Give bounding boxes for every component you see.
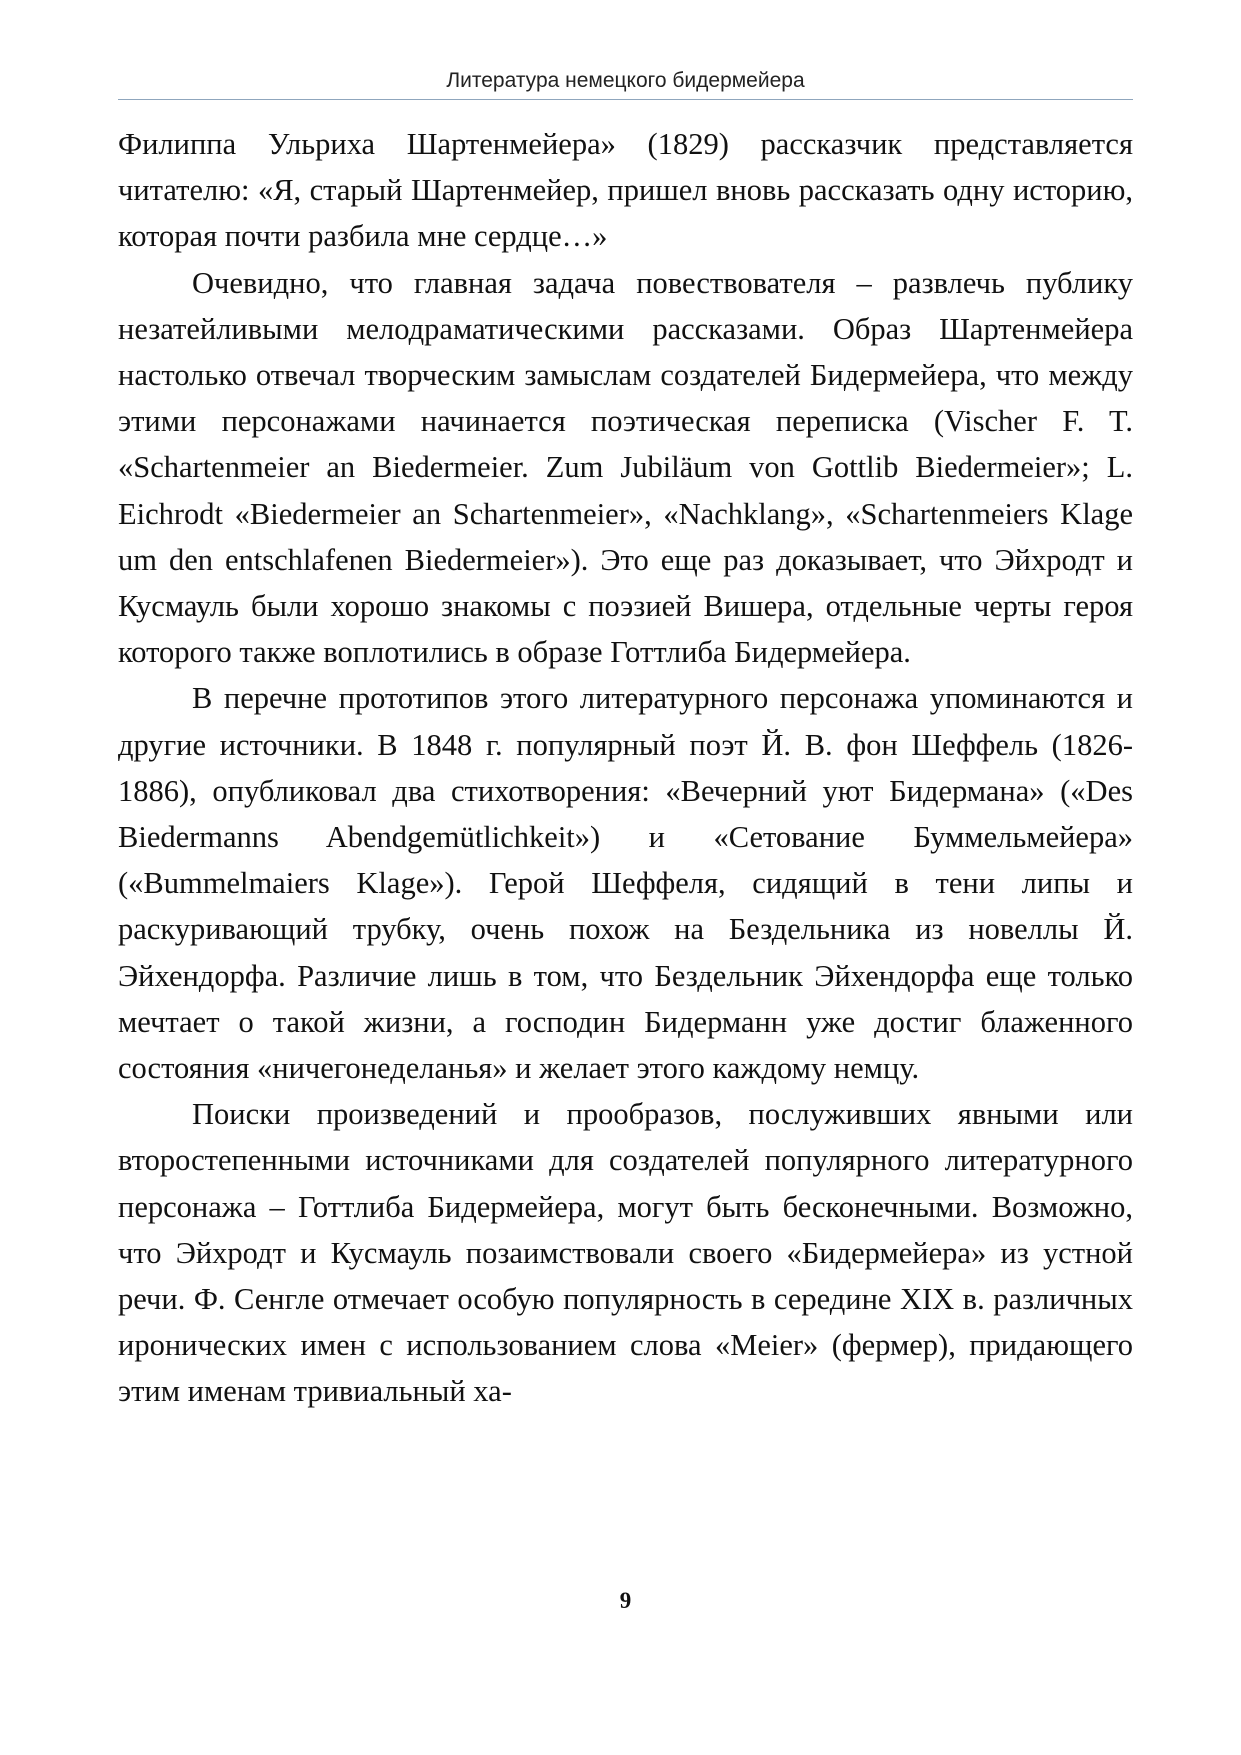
paragraph-2: Очевидно, что главная задача повествователя – развлечь публику незатейливыми мелодраматическими рассказами. Образ Шартенмейера настолько отвечал творческим замыслам создателей Бидермейера, что между этими персонажами начинается поэтическая переписка (Vischer F. T. «Schartenmeier an Biedermeier. Zum Jubiläum von Gottlib Biedermeier»; L. Eichrodt «Biedermeier an Schartenmeier», «Nachklang», «Schartenmeiers Klage um den entschlafenen Biedermeier»). Это еще раз доказывает, что Эйхродт и Кусмауль были хорошо знакомы с поэзией Вишера, отдельные черты героя которого также воплотились в образе Готтлиба Бидермейера. <box>118 265 1133 670</box>
header-divider <box>118 99 1133 100</box>
paragraph-3: В перечне прототипов этого литературного персонажа упоминаются и другие источники. В 1848 г. популярный поэт Й. В. фон Шеффель (1826-1886), опубликовал два стихотворения: «Вечерний уют Бидермана» («Des Biedermanns Abendgemütlichkeit») и «Сетование Буммельмейера» («Bummelmaiers Klage»). Герой Шеффеля, сидящий в тени липы и раскуривающий трубку, очень похож на Бездельника из новеллы Й. Эйхендорфа. Различие лишь в том, что Бездельник Эйхендорфа еще только мечтает о такой жизни, а господин Бидерманн уже достиг блаженного состояния «ничегонеделанья» и желает этого каждому немцу. <box>118 681 1133 1086</box>
body-text <box>118 121 1133 1415</box>
running-header: Литература немецкого бидермейера <box>446 69 805 92</box>
page-number: 9 <box>619 1588 632 1613</box>
paragraph-1: Филиппа Ульриха Шартенмейера» (1829) рассказчик представляется читателю: «Я, старый Шартенмейер, пришел вновь рассказать одну историю, которая почти разбила мне сердце…» <box>118 127 1133 254</box>
paragraph-4: Поиски произведений и прообразов, послуживших явными или второстепенными источниками для создателей популярного литературного персонажа – Готтлиба Бидермейера, могут быть бесконечными. Возможно, что Эйхродт и Кусмауль позаимствовали своего «Бидермейера» из устной речи. Ф. Сенгле отмечает особую популярность в середине XIX в. различных иронических имен с использованием слова «Meier» (фермер), придающего этим именам тривиальный ха- <box>118 1097 1133 1409</box>
